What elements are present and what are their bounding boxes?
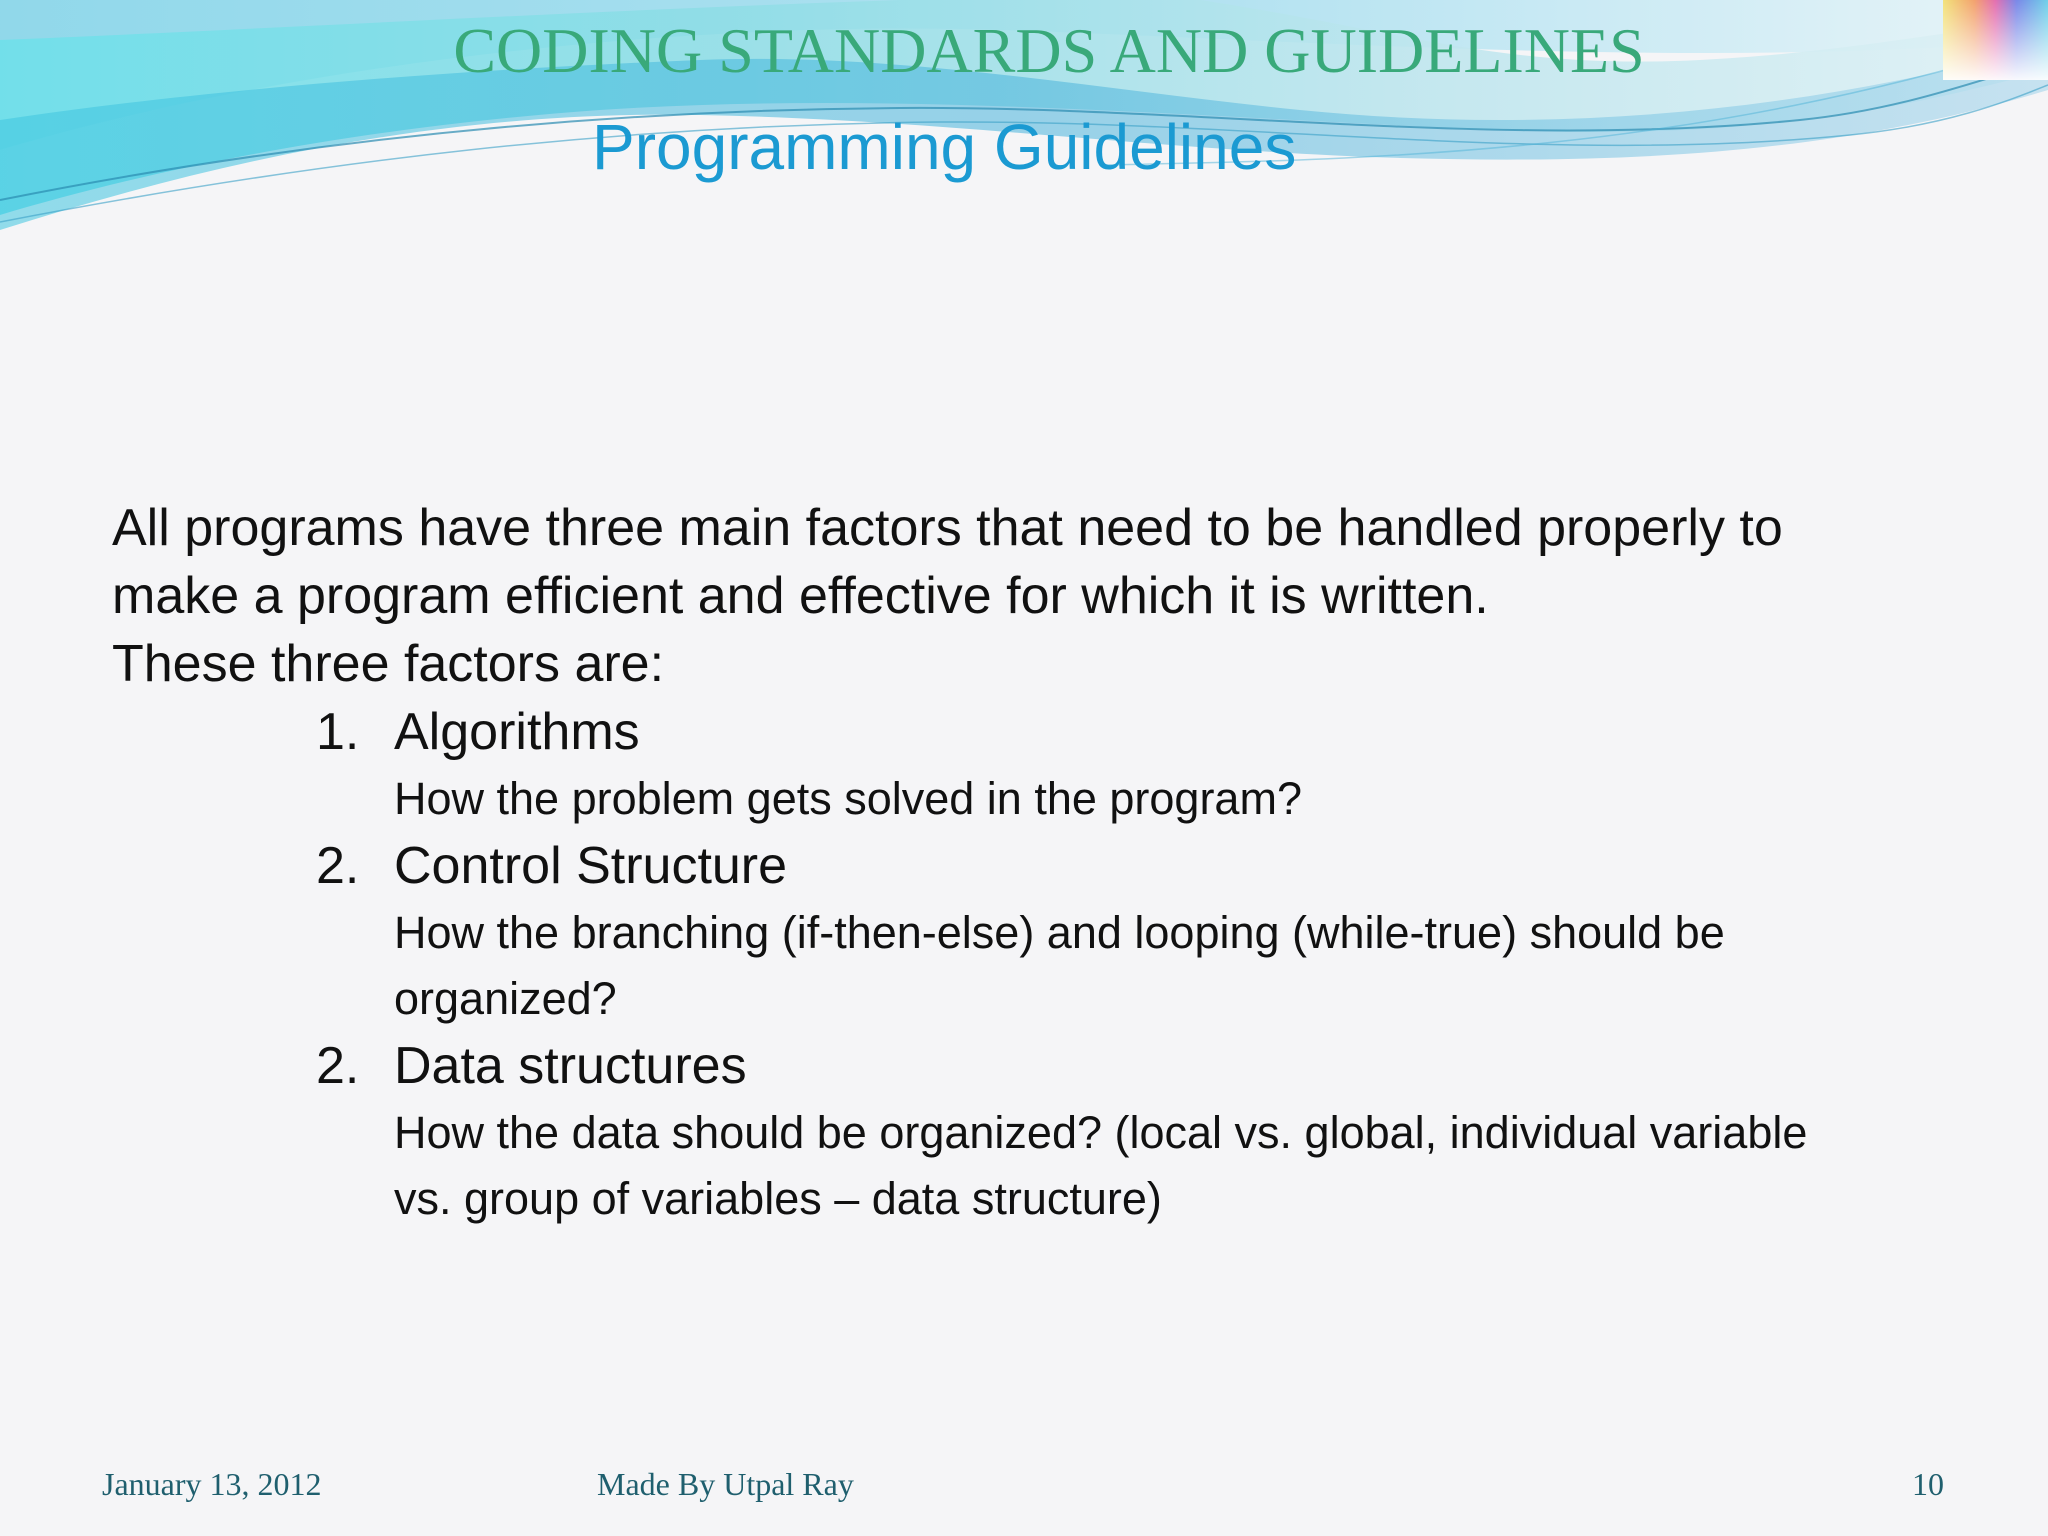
factor-number: 2. [316, 837, 360, 895]
factor-description: How the problem gets solved in the program? [394, 773, 1302, 824]
factor-data-structures [112, 1032, 2012, 1232]
factor-description: How the branching (if-then-else) and looping (while-true) should be [394, 907, 1725, 958]
factor-name: Algorithms [394, 703, 640, 761]
slide-body [112, 494, 2012, 1232]
factor-algorithms [112, 698, 2012, 832]
factor-description: How the data should be organized? (local vs. global, individual variable [394, 1107, 1808, 1158]
intro-line: These three factors are: [112, 635, 665, 693]
factor-description: organized? [394, 973, 617, 1024]
factor-number: 1. [316, 703, 360, 761]
slide-title: CODING STANDARDS AND GUIDELINES [453, 15, 1645, 86]
factor-number: 2. [316, 1037, 360, 1095]
factor-name: Control Structure [394, 837, 788, 895]
intro-line: All programs have three main factors that need to be handled properly to [112, 499, 1783, 557]
footer-page-number: 10 [1912, 1466, 1944, 1502]
slide-subtitle: Programming Guidelines [592, 111, 1297, 183]
factor-control-structure [112, 832, 2012, 1032]
intro-line: make a program efficient and effective for which it is written. [112, 567, 1489, 625]
footer-author: Made By Utpal Ray [597, 1466, 854, 1502]
factor-name: Data structures [394, 1037, 747, 1095]
factor-description: vs. group of variables – data structure) [394, 1173, 1162, 1224]
footer-date: January 13, 2012 [102, 1466, 322, 1502]
